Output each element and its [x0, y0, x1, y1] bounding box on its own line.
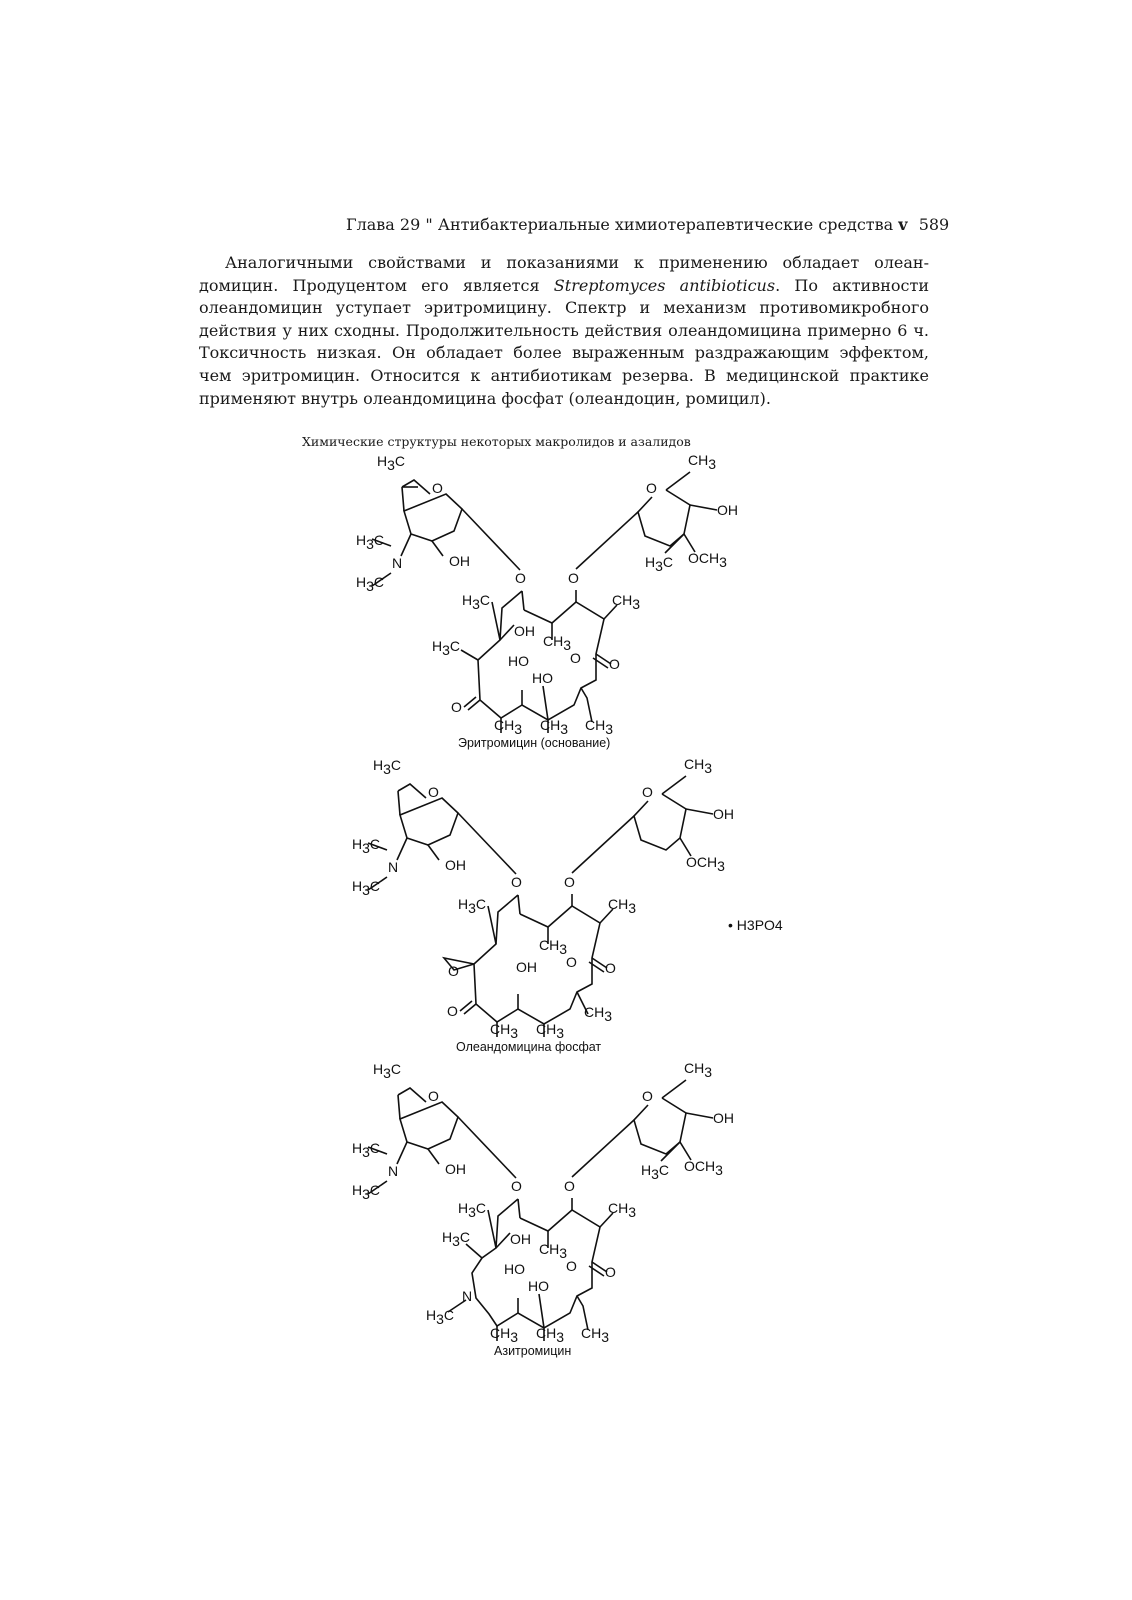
svg-text:OH: OH	[445, 1161, 466, 1177]
svg-text:CH3: CH3	[543, 633, 572, 653]
page-number: 589	[918, 215, 950, 234]
svg-text:O: O	[451, 699, 462, 715]
svg-text:OH: OH	[713, 1110, 734, 1126]
svg-text:CH3: CH3	[688, 452, 717, 472]
svg-text:CH3: CH3	[608, 1200, 637, 1220]
svg-text:H3C: H3C	[352, 836, 381, 856]
svg-text:O: O	[564, 874, 575, 890]
svg-text:H3C: H3C	[373, 757, 402, 777]
svg-text:O: O	[566, 954, 577, 970]
svg-text:N: N	[388, 1163, 399, 1179]
organism-name: Streptomyces antibioticus	[553, 275, 776, 295]
svg-text:HO: HO	[532, 670, 553, 686]
svg-text:CH3: CH3	[539, 1241, 568, 1261]
svg-text:O: O	[428, 784, 439, 800]
svg-text:O: O	[428, 1088, 439, 1104]
svg-text:H3C: H3C	[641, 1162, 670, 1182]
svg-text:OH: OH	[717, 502, 738, 518]
paragraph-text-1: Аналогичными свойствами и показаниями к применению обладает олеандомицин. Продуцентом его является	[199, 253, 929, 295]
svg-text:O: O	[448, 963, 459, 979]
svg-text:O: O	[566, 1258, 577, 1274]
svg-text:CH3: CH3	[536, 1325, 565, 1345]
svg-text:CH3: CH3	[539, 937, 568, 957]
svg-text:H3C: H3C	[373, 1061, 402, 1081]
svg-text:CH3: CH3	[536, 1021, 565, 1041]
svg-text:N: N	[392, 555, 403, 571]
svg-text:O: O	[568, 570, 579, 586]
svg-text:OH: OH	[510, 1231, 531, 1247]
erythromycin-structure	[356, 452, 738, 750]
structure-name-erythromycin: Эритромицин (основание)	[458, 736, 611, 750]
oleandomycin-structure	[352, 756, 734, 1054]
svg-text:H3C: H3C	[426, 1307, 455, 1327]
svg-text:O: O	[511, 874, 522, 890]
svg-text:H3C: H3C	[432, 638, 461, 658]
header-marker: v	[898, 215, 908, 234]
svg-text:HO: HO	[528, 1278, 549, 1294]
svg-text:O: O	[447, 1003, 458, 1019]
svg-text:H3C: H3C	[462, 592, 491, 612]
svg-text:O: O	[515, 570, 526, 586]
svg-text:O: O	[642, 784, 653, 800]
svg-text:OH: OH	[516, 959, 537, 975]
svg-text:CH3: CH3	[584, 1004, 613, 1024]
svg-text:CH3: CH3	[581, 1325, 610, 1345]
svg-text:O: O	[511, 1178, 522, 1194]
svg-text:H3C: H3C	[377, 453, 406, 473]
svg-text:H3C: H3C	[352, 1182, 381, 1202]
svg-text:OH: OH	[514, 623, 535, 639]
svg-text:HO: HO	[504, 1261, 525, 1277]
svg-text:H3C: H3C	[352, 878, 381, 898]
svg-text:CH3: CH3	[490, 1325, 519, 1345]
figure-caption: Химические структуры некоторых макролидов и азалидов	[302, 434, 691, 449]
svg-text:O: O	[605, 1264, 616, 1280]
svg-text:CH3: CH3	[684, 1060, 713, 1080]
svg-text:H3C: H3C	[442, 1229, 471, 1249]
svg-text:OH: OH	[445, 857, 466, 873]
chapter-number: Глава 29	[346, 215, 421, 234]
chapter-title: Антибактериальные химиотерапевтические средства	[437, 215, 894, 234]
svg-text:O: O	[605, 960, 616, 976]
svg-text:O: O	[609, 656, 620, 672]
svg-text:O: O	[570, 650, 581, 666]
svg-text:OCH3: OCH3	[684, 1158, 723, 1178]
svg-text:OH: OH	[449, 553, 470, 569]
svg-text:CH3: CH3	[608, 896, 637, 916]
svg-text:H3C: H3C	[352, 1140, 381, 1160]
svg-text:H3C: H3C	[356, 532, 385, 552]
svg-text:N: N	[462, 1288, 473, 1304]
svg-text:N: N	[388, 859, 399, 875]
svg-text:CH3: CH3	[585, 717, 614, 737]
svg-text:CH3: CH3	[540, 717, 569, 737]
svg-text:CH3: CH3	[612, 592, 641, 612]
structure-name-oleandomycin: Олеандомицина фосфат	[456, 1040, 602, 1054]
svg-text:H3C: H3C	[458, 1200, 487, 1220]
structure-name-azithromycin: Азитромицин	[494, 1344, 572, 1358]
svg-text:CH3: CH3	[684, 756, 713, 776]
svg-text:CH3: CH3	[490, 1021, 519, 1041]
svg-text:OCH3: OCH3	[686, 854, 725, 874]
paragraph-text-2: . По активности олеандомицин уступает эритромицину. Спектр и механизм противомикробного действия у них сходны. Продолжительность действия олеандомицина примерно 6 ч. Токсичность низкая. Он обладает более выраженным раздражающим эффектом, чем эритромицин. Относится к антибиотикам резерва. В медицинской практике применяют внутрь олеандомицина фосфат (олеандоцин, ромицил).	[199, 275, 929, 408]
svg-text:HO: HO	[508, 653, 529, 669]
svg-text:O: O	[646, 480, 657, 496]
svg-text:CH3: CH3	[494, 717, 523, 737]
svg-text:OH: OH	[713, 806, 734, 822]
svg-text:O: O	[642, 1088, 653, 1104]
svg-text:H3C: H3C	[458, 896, 487, 916]
header-separator: "	[425, 215, 433, 234]
svg-text:OCH3: OCH3	[688, 550, 727, 570]
svg-text:O: O	[564, 1178, 575, 1194]
svg-text:O: O	[432, 480, 443, 496]
svg-text:H3C: H3C	[645, 554, 674, 574]
azithromycin-structure	[352, 1060, 734, 1358]
phosphate-salt-label: • H3PO4	[728, 917, 783, 933]
svg-text:H3C: H3C	[356, 574, 385, 594]
